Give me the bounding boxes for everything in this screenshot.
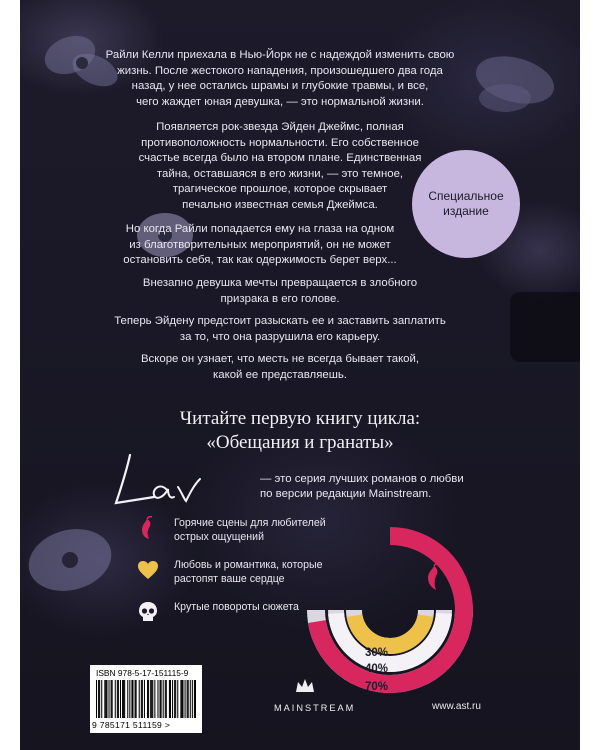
gauge-label-40: 40% [365,663,389,675]
feature-hot-scenes [140,516,326,544]
badge-line-1: Специальное [428,189,504,203]
barcode-bar [136,680,137,718]
isbn-text: ISBN 978-5-17-151115-9 [96,668,189,678]
barcode-bar [188,680,189,718]
heart-icon [135,558,161,582]
badge-line-2: издание [443,204,489,218]
barcode-bar [98,680,99,718]
feature-romance [140,558,322,586]
chili-pepper-icon [135,516,161,540]
barcode-bar [195,680,196,718]
special-edition-badge [412,150,520,258]
publisher-name: MAINSTREAM [274,703,356,713]
read-first-book-line-1: Читайте первую книгу цикла: [179,408,421,429]
blurb-paragraph-6: Вскоре он узнает, что месть не всегда бывает такой, какой ее представляешь. [140,353,420,381]
barcode-bar [177,680,178,718]
feature-2-line-1: Любовь и романтика, которые [174,559,323,571]
barcode-bar [192,680,193,718]
barcode-bar [157,680,158,718]
gauge-arc-30 [354,616,425,646]
barcode-bar [109,680,110,718]
feature-3-line-1: Крутые повороты сюжета [174,601,299,613]
skull-icon [135,600,161,624]
barcode-bar [141,680,142,718]
barcode-bar [172,680,173,718]
barcode-bar [170,680,171,718]
crown-logo-icon [294,676,316,696]
blurb-paragraph-4: Внезапно девушка мечты превращается в злобного призрака в его голове. [142,277,418,305]
chili-pepper-icon [422,562,446,592]
barcode-bar [190,680,191,718]
barcode-bar [105,680,106,718]
barcode-bar [111,680,112,718]
series-description: — это серия лучших романов о любви по версии редакции Mainstream. [260,473,464,501]
barcode-bar [117,680,118,718]
barcode-bar [182,680,183,718]
blurb-paragraph-1: Райли Келли приехала в Нью-Йорк не с надеждой изменить свою жизнь. После жестокого нападения, произошедшего два года назад, у нее остались шрамы и глубокие травмы, и все, чего жаждет юная девушка, — это нормальной жизни. [105,49,455,108]
barcode-bar [144,680,145,718]
feature-1-line-2: острых ощущений [174,531,264,543]
barcode-bar [127,680,128,718]
barcode-bar [131,680,132,718]
barcode-bar [185,680,186,718]
feature-2-line-2: растопят ваше сердце [174,573,285,585]
barcode-bar [99,680,100,718]
side-tab-decoration-icon [510,292,580,362]
barcode-bar [163,680,164,718]
barcode-bar [118,680,119,718]
barcode-bar [161,680,162,718]
barcode-bar [151,680,152,718]
barcode-icon [96,680,196,718]
feature-1-line-1: Горячие сцены для любителей [174,517,326,529]
barcode-bar [123,680,124,718]
read-first-book-line-2: «Обещания и гранаты» [206,432,394,453]
barcode-bar [175,680,176,718]
barcode-bar [135,680,136,718]
barcode-bar [154,680,155,718]
barcode-bar [147,680,148,718]
blurb-paragraph-3: Но когда Райли попадается ему на глаза на одном из благотворительных мероприятий, он не может остановить себя, так как одержимость берет верх... [123,223,397,267]
feature-plot-twists [140,600,299,614]
barcode-bar [152,680,153,718]
lav-logo-icon [108,443,228,513]
barcode-bar [96,680,97,718]
cover-background [20,0,580,750]
barcode-bar [148,680,149,718]
flower-decoration-icon [20,500,130,620]
barcode-bar [160,680,161,718]
barcode-bar [174,680,175,718]
barcode-bar [124,680,125,718]
barcode-bar [166,680,167,718]
barcode-bar [112,680,113,718]
barcode-digits: 9 785171 511159 > [92,720,171,730]
website-text: www.ast.ru [432,701,481,712]
barcode-bar [122,680,123,718]
barcode-bar [101,680,102,718]
barcode-bar [139,680,140,718]
barcode-bar [150,680,151,718]
barcode-bar [187,680,188,718]
gauge-label-30: 30% [365,647,389,659]
barcode-bar [165,680,166,718]
barcode-bar [104,680,105,718]
barcode-bar [181,680,182,718]
barcode-bar [194,680,195,718]
barcode-bar [129,680,130,718]
barcode-bar [120,680,121,718]
barcode-bar [142,680,143,718]
flower-decoration-icon [460,40,570,130]
barcode-bar [180,680,181,718]
blurb-paragraph-2: Появляется рок-звезда Эйден Джеймс, полная противоположность нормальности. Его собственное счастье всегда было на втором плане. Единственная тайна, оставшаяся в его жизни, — это темное, трагическое прошлое, которое скрывает печально известная семья Джеймса. [138,121,422,211]
barcode-bar [106,680,107,718]
barcode-bar [169,680,170,718]
barcode-bar [115,680,116,718]
barcode-bar [132,680,133,718]
blurb-paragraph-5: Теперь Эйдену предстоит разыскать ее и заставить заплатить за то, что она разрушила его карьеру. [114,315,446,343]
gauge-label-70: 70% [365,681,389,693]
